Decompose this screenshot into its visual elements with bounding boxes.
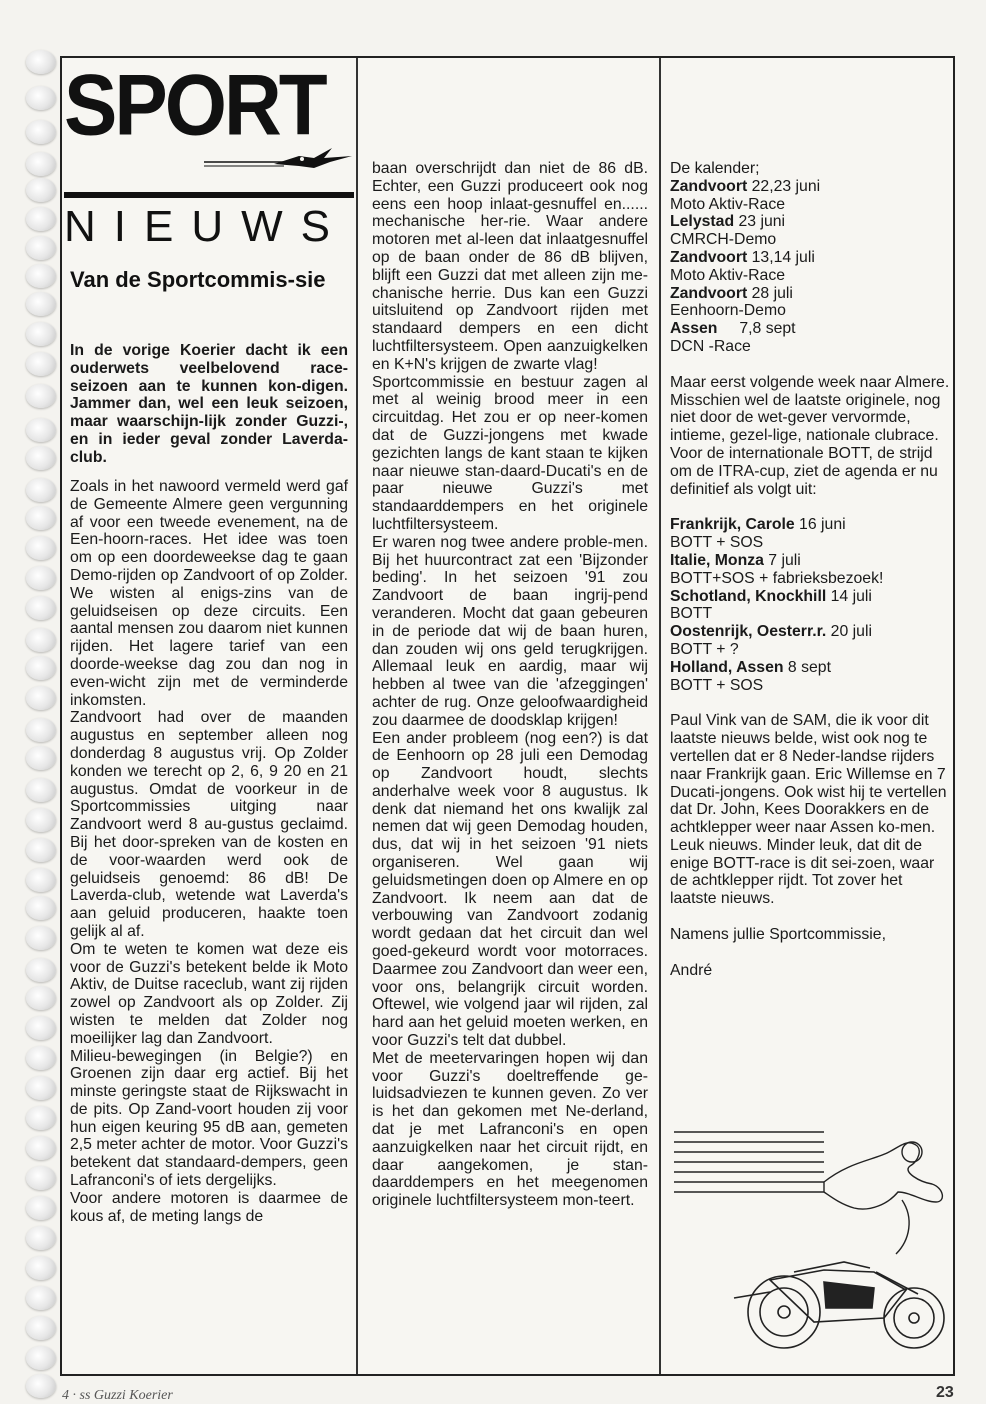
binder-ring bbox=[26, 1374, 56, 1398]
paragraph: Zandvoort had over de maanden augustus en september alleen nog donderdag 8 augustus vrij. Op Zolder konden we terecht op 2, 6, 9 20 en 21 augustus. Omdat de voorkeur in de Sportcommissies uitging naar Zandvoort werd 8 au-gustus geclaimd. Bij het door-spreken van de kosten en de voor-waarden werd ook de geluidseis genoemd: 86 dB! De Laverda-club, wetende wat Laverda's aan geluid produceren, haakte toen gelijk al af. bbox=[70, 709, 348, 940]
binder-ring bbox=[26, 446, 56, 470]
article-lead: In de vorige Koerier dacht ik een ouderwets veelbelovend race-seizoen aan te kunnen kon-digen. Jammer dan, wel een leuk seizoen, maar waarschijn-lijk zonder Guzzi-, en in ieder geval zonder Laverda-club. bbox=[70, 342, 348, 466]
paragraph: baan overschrijdt dan niet de 86 dB. Echter, een Guzzi produceert ook nog eens een hoop inlaat-gesnuffel en...... mechanische her-rie. Waar andere motoren met al-leen dat inlaatgesnuffel op de baan onder de 86 dB blijven, blijft een Guzzi dat met alleen zijn me-chanische herrie. Dus kan een Guzzi uitsluitend op Zandvoort rijden met standaard dempers en een dicht luchtfiltersysteem. Open aanzuigkelken en K+N's krijgen de zwarte vlag! bbox=[372, 160, 648, 373]
binder-ring bbox=[26, 292, 56, 316]
paragraph: Voor de internationale BOTT, de strijd om de ITRA-cup, ziet de agenda er nu definitief als volgt uit: bbox=[670, 444, 938, 498]
binder-ring bbox=[26, 86, 56, 110]
masthead-sport: SPORT bbox=[64, 56, 325, 153]
bott-place: Oostenrijk, Oesterr.r. bbox=[670, 623, 827, 641]
motorcycle-rider-illustration bbox=[674, 1122, 956, 1362]
bott-entry bbox=[670, 516, 950, 534]
page-number: 23 bbox=[936, 1384, 954, 1401]
binder-ring bbox=[26, 50, 56, 74]
binder-ring bbox=[26, 596, 56, 620]
article-title: Van de Sportcommis-sie bbox=[70, 267, 326, 292]
bott-list bbox=[670, 516, 950, 694]
paragraph: Milieu-bewegingen (in Belgie?) en Groenen zijn daar erg actief. Bij het minste geringste staat de Rijkswacht in de pits. Op Zand-voort houden zij voor hun eigen keuring 95 dB aan, gemeten 2,5 meter achter de motor. Voor Guzzi's betekent dat standaard-dempers, geen Lafranconi's of iets dergelijks. bbox=[70, 1047, 348, 1190]
binder-ring bbox=[26, 656, 56, 680]
calendar-place: Zandvoort bbox=[670, 177, 748, 195]
binder-ring bbox=[26, 384, 56, 408]
paragraph: Maar eerst volgende week naar Almere. Misschien wel de laatste originele, nog niet door de wet-gever vervormde, intieme, gezel-lige, nationale clubrace. bbox=[670, 373, 950, 445]
binder-ring bbox=[26, 1196, 56, 1220]
binder-ring bbox=[26, 746, 56, 770]
bird-logo-icon bbox=[204, 146, 354, 174]
calendar-date: 13,14 juli bbox=[747, 248, 815, 266]
binder-ring bbox=[26, 322, 56, 346]
calendar-date: 7,8 sept bbox=[717, 320, 796, 338]
binder-ring bbox=[26, 1286, 56, 1310]
binder-ring bbox=[26, 1166, 56, 1190]
masthead-rule bbox=[64, 192, 354, 198]
calendar-place: Lelystad bbox=[670, 213, 735, 231]
paragraph: Om te weten te komen wat deze eis voor de Guzzi's betekent belde ik Moto Aktiv, de Duitse raceclub, want zij rijden zowel op Zandvoort als op Zolder. Zij wisten te melden dat Zolder nog moeilijker lag dan Zandvoort. bbox=[70, 940, 348, 1047]
calendar-date: 28 juli bbox=[747, 284, 793, 302]
binder-ring bbox=[26, 506, 56, 530]
binder-ring bbox=[26, 1346, 56, 1370]
bott-event: BOTT + SOS bbox=[670, 676, 764, 694]
binder-ring bbox=[26, 1316, 56, 1340]
binder-ring bbox=[26, 478, 56, 502]
binder-ring bbox=[26, 120, 56, 144]
bott-date: 20 juli bbox=[826, 623, 872, 641]
binder-ring bbox=[26, 264, 56, 288]
binder-ring bbox=[26, 808, 56, 832]
binder-ring bbox=[26, 207, 56, 231]
column-1 bbox=[70, 478, 348, 1225]
binder-ring bbox=[26, 1046, 56, 1070]
binder-ring bbox=[26, 926, 56, 950]
binder-ring bbox=[26, 778, 56, 802]
bott-entry bbox=[670, 552, 950, 570]
bott-date: 8 sept bbox=[783, 658, 831, 676]
footer-magazine-name: 4 · ss Guzzi Koerier bbox=[62, 1388, 173, 1403]
bott-event: BOTT + ? bbox=[670, 640, 739, 658]
bott-date: 14 juli bbox=[826, 587, 872, 605]
bott-entry bbox=[670, 588, 950, 606]
calendar-entry bbox=[670, 178, 950, 196]
binder-ring bbox=[26, 352, 56, 376]
calendar-entry bbox=[670, 249, 950, 267]
calendar-list bbox=[670, 178, 950, 356]
masthead bbox=[64, 56, 354, 252]
binder-ring bbox=[26, 236, 56, 260]
column-3 bbox=[670, 160, 950, 980]
binder-ring bbox=[26, 958, 56, 982]
bott-entry bbox=[670, 623, 950, 641]
calendar-event: Moto Aktiv-Race bbox=[670, 266, 786, 284]
bott-place: Italie, Monza bbox=[670, 551, 764, 569]
binder-ring bbox=[26, 566, 56, 590]
calendar-heading: De kalender; bbox=[670, 160, 760, 177]
binder-ring bbox=[26, 178, 56, 202]
masthead-nieuws: NIEUWS bbox=[64, 202, 348, 251]
calendar-entry bbox=[670, 213, 950, 231]
calendar-event: CMRCH-Demo bbox=[670, 231, 777, 249]
bott-date: 7 juli bbox=[763, 551, 801, 569]
calendar-event: DCN -Race bbox=[670, 337, 751, 355]
paragraph: Met de meetervaringen hopen wij dan voor Guzzi's doeltreffende ge-luidsadviezen te kunnen geven. Zo ver is het dan gekomen met Ne-derland, dat je met Lafranconi's en open aanzuigkelken naar het circuit rijdt, en daar aangekomen, je stan-daarddempers en het meegenomen originele luchtfiltersysteem mon-teert. bbox=[372, 1049, 648, 1210]
paragraph: Er waren nog twee andere proble-men. Bij het huurcontract zat een 'Bijzonder beding'. In het seizoen '91 zou Zandvoort de baan ingrij-pend veranderen. Mocht dat gaan gebeuren in de periode dat wij de baan huren, dan zouden wij ons geld terugkrijgen. Allemaal leuk en aardig, maar wij hebben al twee van die 'afzeggingen' achter de rug. Onze geloofwaardigheid zou daarmee de doodsklap krijgen! bbox=[372, 533, 648, 729]
binder-ring bbox=[26, 152, 56, 176]
closing-line: Namens jullie Sportcommissie, bbox=[670, 926, 886, 944]
calendar-place: Assen bbox=[670, 320, 718, 338]
calendar-date: 22,23 juni bbox=[747, 177, 821, 195]
paragraph: Een ander probleem (nog een?) is dat de Eenhoorn op 28 juli een Demodag op Zandvoort houdt, slechts anderhalve week voor 8 augustus. Ik denk dat niemand het ons kwalijk zal nemen dat wij geen Demodag houden, dus, dat wij in het seizoen '91 niets organiseren. Wel gaan wij geluidsmetingen doen op Almere en op Zandvoort. Ik neem aan dat de verbouwing van Zandvoort zodanig wordt gedaan dat het circuit dan wel goed-gekeurd wordt voor motorraces. Daarmee zou Zandvoort dan weer een, voor ons, belangrijk circuit worden. Oftewel, wie volgend jaar wil rijden, zal hard aan het geluid moeten werken, en voor Guzzi's telt dat dubbel. bbox=[372, 729, 648, 1050]
bott-event: BOTT + SOS bbox=[670, 534, 764, 552]
binder-ring bbox=[26, 1226, 56, 1250]
binder-ring bbox=[26, 1106, 56, 1130]
binder-ring bbox=[26, 838, 56, 862]
binder-ring bbox=[26, 1256, 56, 1280]
paragraph: Zoals in het nawoord vermeld werd gaf de Gemeente Almere geen vergunning af voor een tweede evenement, na de Een-hoorn-races. Het idee was toen om op een doordeweekse dag te gaan Demo-rijden op Zandvoort of op Zolder. We wisten al enigs-zins van de geluidseisen op deze circuits. Een aantal mensen zou daarom niet kunnen rijden. Het lagere tarief van een doorde-weekse dag zou dan nog in even-wicht zijn met de verminderde inkomsten. bbox=[70, 478, 348, 709]
binder-ring bbox=[26, 896, 56, 920]
bott-place: Holland, Assen bbox=[670, 658, 784, 676]
binder-ring bbox=[26, 1076, 56, 1100]
calendar-event: Eenhoorn-Demo bbox=[670, 302, 786, 320]
calendar-place: Zandvoort bbox=[670, 248, 748, 266]
paragraph: Paul Vink van de SAM, die ik voor dit laatste nieuws belde, wist ook nog te vertellen dat er 8 Neder-landse rijders naar Frankrijk gaan. Eric Willemse en 7 Ducati-jongens. Ook wist hij te vertellen dat Dr. John, Kees Doorakkers en de achtklepper weer naar Assen ko-men. Leuk nieuws. Minder leuk, dat dit de enige BOTT-race is dit sei-zoen, waar de achtklepper rijdt. Tot zover het laatste nieuws. bbox=[670, 712, 947, 908]
signature: André bbox=[670, 961, 713, 979]
binder-ring bbox=[26, 628, 56, 652]
article-frame bbox=[60, 56, 955, 1376]
bott-event: BOTT+SOS + fabrieksbezoek! bbox=[670, 569, 884, 587]
calendar-event: Moto Aktiv-Race bbox=[670, 195, 786, 213]
binder-ring bbox=[26, 868, 56, 892]
column-divider bbox=[659, 58, 661, 1374]
calendar-entry bbox=[670, 320, 950, 338]
bott-entry bbox=[670, 659, 950, 677]
binder-ring bbox=[26, 718, 56, 742]
binder-ring bbox=[26, 686, 56, 710]
bott-place: Schotland, Knockhill bbox=[670, 587, 827, 605]
binder-ring bbox=[26, 986, 56, 1010]
binder-ring bbox=[26, 418, 56, 442]
calendar-date: 23 juni bbox=[734, 213, 786, 231]
calendar-entry bbox=[670, 285, 950, 303]
column-2 bbox=[372, 160, 648, 1210]
bott-place: Frankrijk, Carole bbox=[670, 516, 795, 534]
calendar-place: Zandvoort bbox=[670, 284, 748, 302]
column-divider bbox=[356, 58, 358, 1374]
binder-ring bbox=[26, 536, 56, 560]
paragraph: Sportcommissie en bestuur zagen al met al weinig brood meer in een circuitdag. Het zou er op neer-komen dat de Guzzi-jongens met kwade gezichten langs de kant staan te kijken naar nieuwe stan-daard-Ducati's en de paar nieuwe Guzzi's met standaarddempers en het originele luchtfiltersysteem. bbox=[372, 373, 648, 533]
bott-date: 16 juni bbox=[794, 516, 846, 534]
bott-event: BOTT bbox=[670, 605, 713, 623]
binder-ring bbox=[26, 1136, 56, 1160]
paragraph: Voor andere motoren is daarmee de kous af, de meting langs de bbox=[70, 1189, 348, 1225]
binder-ring bbox=[26, 1016, 56, 1040]
